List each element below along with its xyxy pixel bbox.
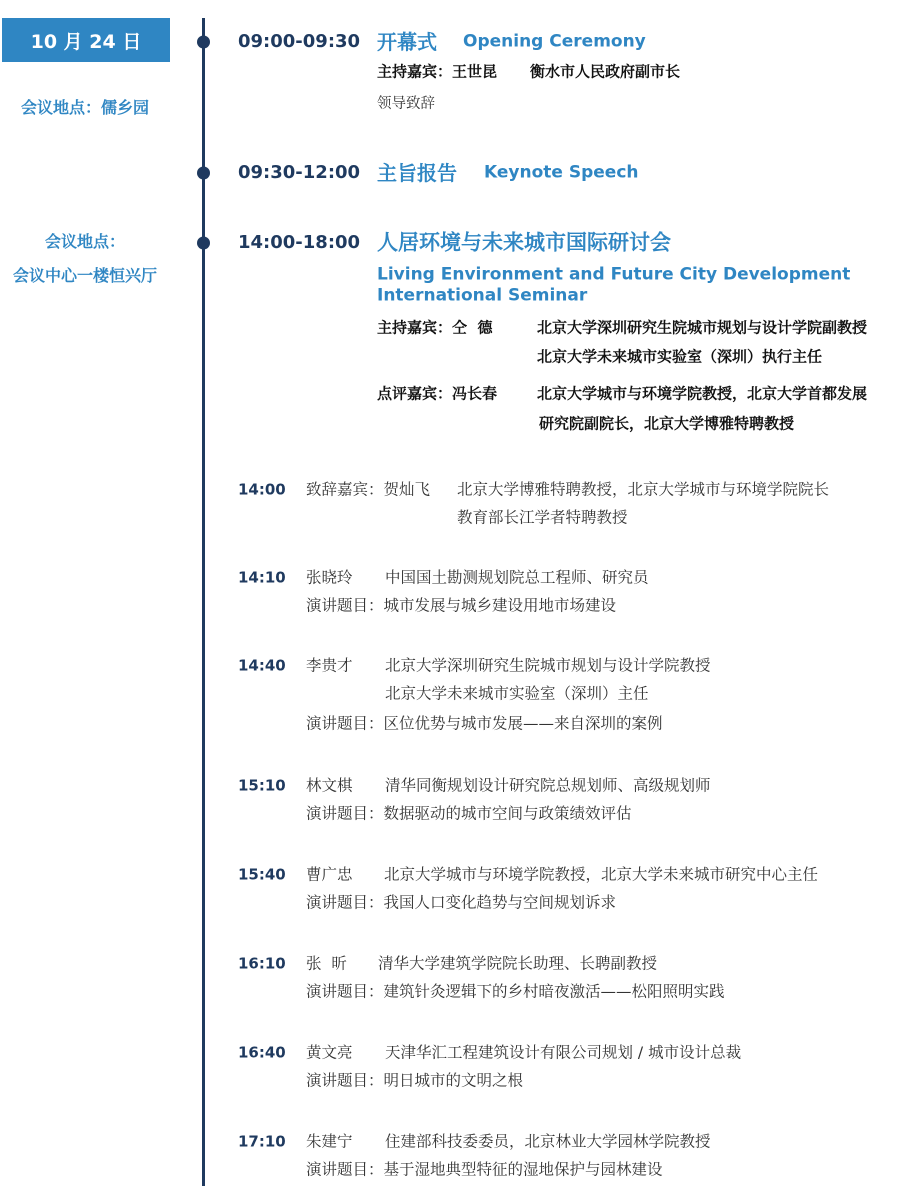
session-title-en-2: International Seminar: [377, 285, 588, 306]
talk-time: 15:40: [238, 865, 286, 884]
talk-topic: 演讲题目：明日城市的文明之根: [306, 1071, 524, 1090]
session-title-en: Opening Ceremony: [463, 31, 646, 52]
session-host-affil-2: 北京大学未来城市实验室（深圳）执行主任: [537, 347, 823, 366]
session-note: 领导致辞: [377, 95, 435, 112]
date-badge: 10 月 24 日: [2, 18, 170, 62]
session-reviewer-affil-2: 研究院副院长，北京大学博雅特聘教授: [539, 414, 795, 433]
talk-speaker: 黄文亮: [306, 1043, 353, 1062]
talk-topic: 演讲题目：我国人口变化趋势与空间规划诉求: [306, 893, 617, 912]
talk-speaker: 张晓玲: [306, 568, 353, 587]
session-title-en-1: Living Environment and Future City Development: [377, 264, 851, 285]
session-title-cn: 主旨报告: [377, 161, 457, 185]
talk-time: 14:10: [238, 568, 286, 587]
session-reviewer: 点评嘉宾：冯长春: [377, 384, 498, 403]
talk-topic: 演讲题目：数据驱动的城市空间与政策绩效评估: [306, 804, 632, 823]
talk-affil-1: 北京大学深圳研究生院城市规划与设计学院教授: [385, 656, 711, 675]
talk-topic: 演讲题目：建筑针灸逻辑下的乡村暗夜激活——松阳照明实践: [306, 982, 725, 1001]
session-time: 09:00-09:30: [238, 31, 361, 52]
talk-speaker: 曹广忠: [306, 865, 353, 884]
session-host-affil-1: 北京大学深圳研究生院城市规划与设计学院副教授: [537, 318, 868, 337]
talk-speaker: 李贵才: [306, 656, 353, 675]
talk-topic: 演讲题目：基于湿地典型特征的湿地保护与园林建设: [306, 1160, 663, 1179]
session-title-cn: 开幕式: [377, 30, 437, 54]
talk-affil-1: 中国国土勘测规划院总工程师、研究员: [385, 568, 649, 587]
talk-time: 16:40: [238, 1043, 286, 1062]
talk-speaker: 林文棋: [306, 776, 353, 795]
timeline-dot: [197, 36, 210, 49]
talk-time: 14:40: [238, 656, 286, 675]
session-time: 09:30-12:00: [238, 162, 361, 183]
talk-time: 14:00: [238, 480, 286, 499]
talk-time: 15:10: [238, 776, 286, 795]
talk-affil-1: 清华大学建筑学院院长助理、长聘副教授: [378, 954, 658, 973]
talk-affil-1: 住建部科技委委员，北京林业大学园林学院教授: [385, 1132, 711, 1151]
talk-topic: 演讲题目：城市发展与城乡建设用地市场建设: [306, 596, 617, 615]
venue-1: 会议地点：儒乡园: [20, 98, 149, 117]
talk-affil-1: 北京大学博雅特聘教授，北京大学城市与环境学院院长: [457, 480, 830, 499]
talk-affil-1: 北京大学城市与环境学院教授，北京大学未来城市研究中心主任: [384, 865, 819, 884]
session-title-cn: 人居环境与未来城市国际研讨会: [377, 230, 671, 255]
session-time: 14:00-18:00: [238, 232, 361, 253]
timeline-dot: [197, 167, 210, 180]
talk-time: 17:10: [238, 1132, 286, 1151]
talk-affil-1: 清华同衡规划设计研究院总规划师、高级规划师: [385, 776, 711, 795]
session-host-affil: 衡水市人民政府副市长: [530, 62, 681, 81]
talk-speaker: 张 昕: [306, 954, 347, 973]
venue-2-place: 会议中心一楼恒兴厅: [12, 266, 157, 285]
talk-affil-2: 北京大学未来城市实验室（深圳）主任: [385, 684, 649, 703]
session-reviewer-affil-1: 北京大学城市与环境学院教授，北京大学首都发展: [537, 384, 868, 403]
venue-2-label: 会议地点：: [44, 232, 125, 251]
talk-time: 16:10: [238, 954, 286, 973]
session-title-en: Keynote Speech: [484, 162, 639, 183]
talk-speaker: 朱建宁: [306, 1132, 353, 1151]
talk-affil-1: 天津华汇工程建筑设计有限公司规划 / 城市设计总裁: [385, 1043, 742, 1062]
timeline-line: [202, 18, 205, 1186]
talk-topic: 演讲题目：区位优势与城市发展——来自深圳的案例: [306, 714, 663, 733]
session-host: 主持嘉宾：仝 德: [377, 318, 493, 337]
talk-affil-2: 教育部长江学者特聘教授: [457, 508, 628, 527]
talk-speaker: 致辞嘉宾：贺灿飞: [306, 480, 431, 499]
session-host: 主持嘉宾：王世昆: [377, 62, 498, 81]
timeline-dot: [197, 237, 210, 250]
